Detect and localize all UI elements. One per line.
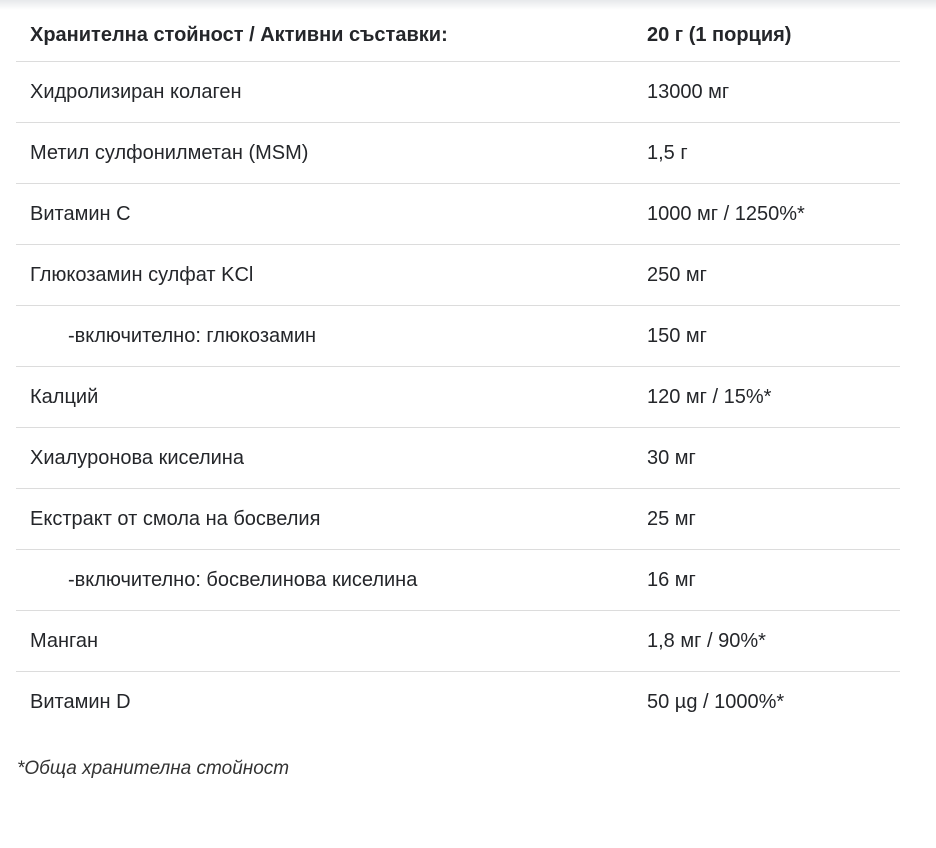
footnote: *Обща хранителна стойност	[17, 758, 290, 779]
row-label: Хидролизиран колаген	[30, 80, 242, 103]
row-value: 30 мг	[647, 446, 696, 469]
table-row	[16, 489, 900, 550]
row-label: Манган	[30, 629, 99, 652]
row-label: -включително: глюкозамин	[68, 324, 317, 347]
row-value: 1000 мг / 1250%*	[647, 202, 805, 225]
row-label: Витамин D	[30, 690, 131, 713]
row-label: Метил сулфонилметан (MSM)	[30, 141, 309, 164]
nutrition-table	[16, 0, 900, 732]
table-row	[16, 672, 900, 732]
row-label: Екстракт от смола на босвелия	[30, 507, 321, 530]
table-row	[16, 306, 900, 367]
table-row	[16, 428, 900, 489]
row-label: Хиалуронова киселина	[30, 446, 244, 469]
row-value: 250 мг	[647, 263, 707, 286]
table-row	[16, 245, 900, 306]
row-label: Калций	[30, 385, 99, 408]
row-value: 1,5 г	[647, 141, 688, 164]
row-value: 13000 мг	[647, 80, 730, 103]
table-header-row	[16, 0, 900, 62]
table-row	[16, 62, 900, 123]
row-value: 25 мг	[647, 507, 696, 530]
table-body	[16, 62, 900, 732]
table-header-value: 20 г (1 порция)	[647, 24, 792, 46]
row-value: 1,8 мг / 90%*	[647, 629, 766, 652]
row-label: Витамин C	[30, 202, 131, 225]
table-row	[16, 123, 900, 184]
table-row	[16, 367, 900, 428]
row-label: -включително: босвелинова киселина	[68, 568, 418, 591]
row-label: Глюкозамин сулфат KCl	[30, 263, 254, 286]
table-row	[16, 550, 900, 611]
row-value: 16 мг	[647, 568, 696, 591]
row-value: 150 мг	[647, 324, 707, 347]
row-value: 120 мг / 15%*	[647, 385, 772, 408]
table-header-label: Хранителна стойност / Активни съставки:	[30, 24, 448, 46]
table-row	[16, 184, 900, 245]
table-row	[16, 611, 900, 672]
row-value: 50 µg / 1000%*	[647, 690, 785, 713]
